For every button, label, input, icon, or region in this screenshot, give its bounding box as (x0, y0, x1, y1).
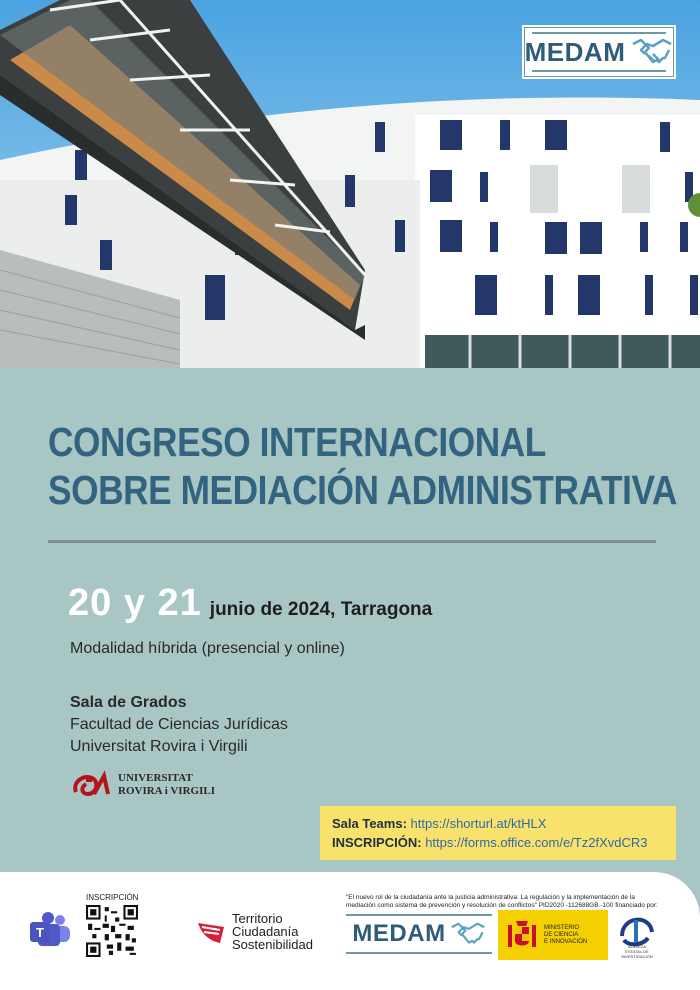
inscription-label: INSCRIPCIÓN: (332, 835, 422, 850)
title-line-2: SOBRE MEDIACIÓN ADMINISTRATIVA (48, 467, 677, 513)
ministry-logo (498, 910, 608, 960)
teams-label: Sala Teams: (332, 816, 407, 831)
agency-text (612, 944, 662, 959)
modality-text: Modalidad híbrida (presencial y online) (70, 640, 345, 657)
tcs-line-1: Territorio (232, 911, 283, 926)
spain-coat-of-arms-icon (504, 917, 540, 953)
venue-room: Sala de Grados (70, 694, 187, 711)
logo-divider (532, 70, 666, 72)
tcs-line-3: Sostenibilidad (232, 937, 313, 952)
teams-link[interactable]: https://shorturl.at/ktHLX (410, 816, 547, 831)
medam-logo (522, 25, 676, 79)
event-title (48, 418, 677, 514)
qr-label: INSCRIPCIÓN (86, 893, 139, 902)
urv-logo (70, 770, 215, 800)
handshake-icon (450, 920, 486, 948)
agency-line-2: ESTATAL DE (625, 949, 649, 954)
medam-logo-text: MEDAM (524, 36, 626, 67)
event-dates (68, 582, 432, 625)
urv-emblem-icon (70, 770, 112, 800)
ministry-line-2: DE CIENCIA (544, 931, 579, 938)
venue-faculty: Facultad de Ciencias Jurídicas (70, 716, 288, 733)
inscription-link[interactable]: https://forms.office.com/e/Tz2fXvdCR3 (425, 835, 648, 850)
venue-university: Universitat Rovira i Virgili (70, 738, 248, 755)
agency-line-1: AGENCIA (627, 944, 646, 949)
links-box (320, 806, 676, 860)
urv-line-2: ROVIRA i VIRGILI (118, 785, 215, 797)
urv-line-1: UNIVERSITAT (118, 772, 193, 784)
title-divider (48, 540, 656, 543)
agency-line-3: INVESTIGACIÓN (621, 954, 653, 959)
logo-divider (532, 32, 666, 34)
medam-logo-bottom-text: MEDAM (352, 920, 446, 947)
qr-code[interactable] (86, 905, 138, 957)
title-line-1: CONGRESO INTERNACIONAL (48, 419, 546, 465)
handshake-icon (631, 36, 673, 68)
ministry-line-1: MINISTERIO (544, 924, 580, 931)
funding-text: "El nuevo rol de la ciudadanía ante la justicia administrativa: La regulación y la implementación de la mediación como sistema de prevención y resolución de conflictos" PID2020 -112688GB -100 financiado por: (346, 894, 658, 909)
ministry-line-3: E INNOVACIÓN (544, 938, 588, 945)
tcs-emblem-icon (194, 917, 228, 947)
microsoft-teams-icon (28, 912, 72, 948)
svg-text:T: T (36, 925, 44, 940)
tcs-line-2: Ciudadanía (232, 924, 299, 939)
event-month-place: junio de 2024, Tarragona (209, 599, 433, 620)
tcs-logo (194, 912, 313, 951)
event-days: 20 y 21 (68, 582, 202, 624)
medam-logo-bottom (346, 910, 492, 958)
